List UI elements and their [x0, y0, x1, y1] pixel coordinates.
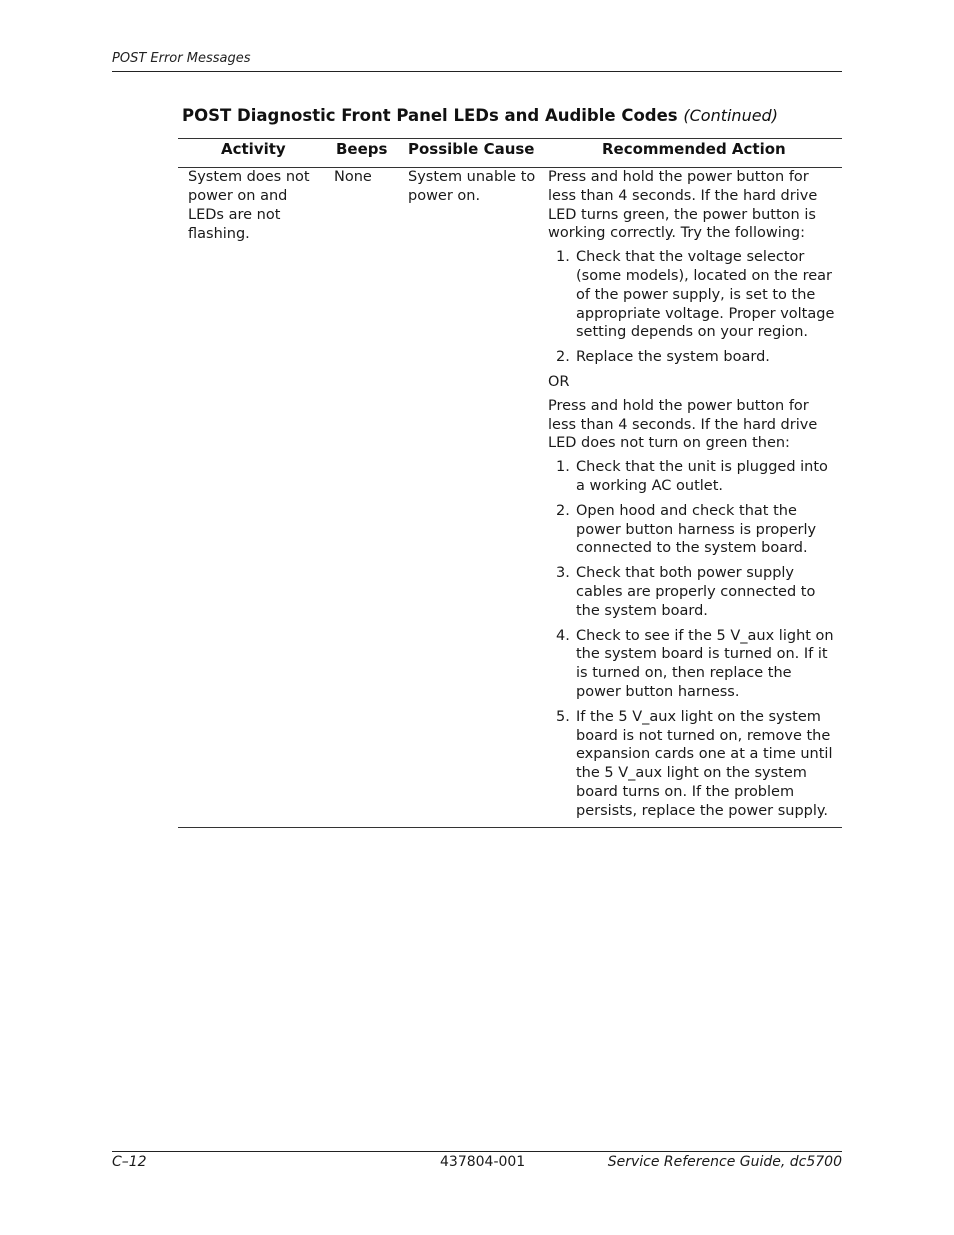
beeps-cell: None	[334, 169, 372, 185]
list-item	[548, 348, 838, 367]
table-top-rule	[178, 138, 842, 139]
list-item-text: Check to see if the 5 V_aux light on the system board is turned on. If it is turned on, then replace the power button harness.	[576, 627, 834, 700]
table-title	[182, 106, 778, 125]
cause-line: power on.	[408, 188, 481, 204]
table-title-text: POST Diagnostic Front Panel LEDs and Audible Codes	[182, 106, 678, 125]
footer-page-number: C–12	[112, 1154, 147, 1170]
header-rule	[112, 71, 842, 72]
list-item-text: Replace the system board.	[576, 349, 770, 366]
action-list-1	[548, 248, 838, 367]
action-intro-1: Press and hold the power button for less than 4 seconds. If the hard drive LED turns green, the power button is working correctly. Try the following:	[548, 169, 818, 242]
list-item-text: Check that the voltage selector (some models), located on the rear of the power supply, is set to the appropriate voltage. Proper voltage setting depends on your region.	[576, 249, 835, 341]
activity-line: System does not	[188, 169, 310, 185]
activity-line: power on and	[188, 188, 288, 204]
list-item-number: 2.	[556, 502, 570, 519]
list-item-text: Check that both power supply cables are properly connected to the system board.	[576, 565, 816, 619]
list-item	[548, 248, 838, 342]
column-header-beeps: Beeps	[336, 140, 388, 158]
activity-line: flashing.	[188, 226, 250, 242]
list-item-number: 1.	[556, 249, 570, 266]
table-title-suffix: (Continued)	[683, 106, 778, 125]
activity-line: LEDs are not	[188, 207, 281, 223]
column-header-activity: Activity	[221, 140, 286, 158]
footer-guide-title: Service Reference Guide, dc5700	[607, 1154, 842, 1170]
activity-cell	[188, 168, 310, 244]
column-header-possible-cause: Possible Cause	[408, 140, 535, 158]
list-item	[548, 502, 838, 558]
action-list-2	[548, 458, 838, 820]
possible-cause-cell	[408, 168, 535, 206]
list-item-number: 2.	[556, 349, 570, 366]
list-item	[548, 458, 838, 496]
action-or: OR	[548, 373, 570, 390]
list-item-text: Open hood and check that the power button harness is properly connected to the system board.	[576, 502, 817, 557]
list-item	[548, 627, 838, 702]
footer-doc-number: 437804-001	[440, 1154, 526, 1170]
list-item-number: 3.	[556, 565, 570, 582]
list-item-text: Check that the unit is plugged into a working AC outlet.	[576, 459, 828, 494]
list-item-number: 4.	[556, 627, 570, 644]
action-intro-2: Press and hold the power button for less than 4 seconds. If the hard drive LED does not turn on green then:	[548, 397, 818, 452]
table-bottom-rule	[178, 827, 842, 828]
column-header-recommended-action: Recommended Action	[602, 140, 786, 158]
cause-line: System unable to	[408, 169, 536, 185]
list-item	[548, 564, 838, 620]
list-item	[548, 708, 838, 821]
list-item-text: If the 5 V_aux light on the system board is not turned on, remove the expansion cards one at a time until the 5 V_aux light on the system board turns on. If the problem persists, replace the power supply.	[576, 708, 833, 819]
list-item-number: 1.	[556, 459, 570, 476]
list-item-number: 5.	[556, 708, 570, 725]
footer-rule	[112, 1151, 842, 1152]
running-header: POST Error Messages	[112, 51, 251, 66]
recommended-action-cell	[548, 168, 838, 827]
